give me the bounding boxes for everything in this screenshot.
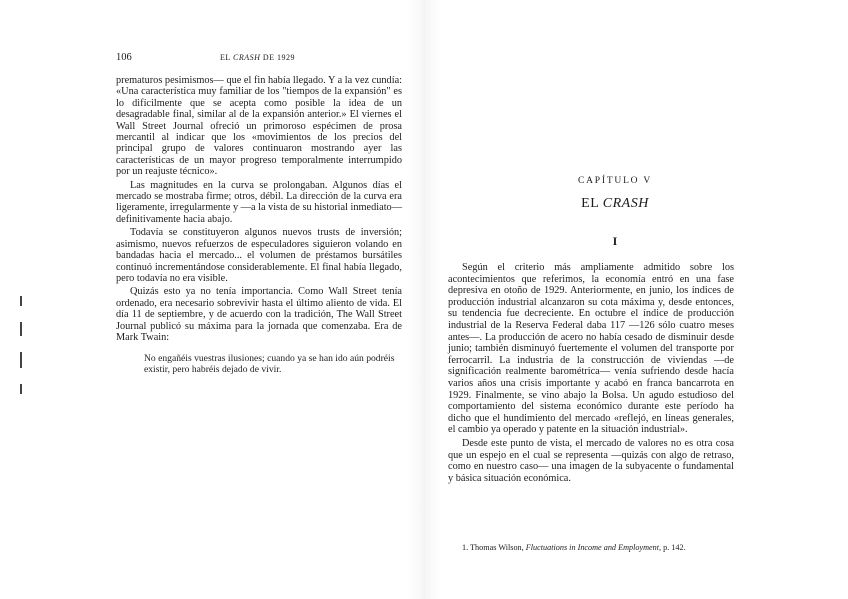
section-number: I (612, 234, 618, 248)
chapter-title-italic: CRASH (602, 196, 649, 211)
chapter-label: CAPÍTULO V (577, 176, 653, 186)
body-paragraph: Según el criterio más ampliamente admitido sobre los acontecimientos que referimos, la economía entró en una fase depresiva en otoño de 1929. Anteriormente, en junio, los índices de producción industrial alcanzaron su cota máxima y, desde entonces, su tendencia fue decreciente. En octubre el índice de producción industrial de la Reserva Federal daba 117 —126 sólo cuatro meses antes—. La producción de acero no había cesado de disminuir desde junio; también disminuyó fuertemente el volumen del transporte por ferrocarril. La industria de la construcción de viviendas —de significación realmente barométrica— venía sufriendo desde hacía varios años una crisis importante y acabó en franca bancarrota en 1929. Finalmente, se vino abajo la Bolsa. Un agudo estudioso del comportamiento del sistema económico durante este período ha dicho que el hundimiento del mercado «reflejó, en líneas generales, el cambio ya operado y patente en la situación industrial». (448, 262, 734, 436)
running-title (220, 53, 295, 62)
running-title-prefix: EL (220, 53, 231, 62)
footnote-author: Thomas Wilson, (470, 543, 524, 552)
body-paragraph: Desde este punto de vista, el mercado de valores no es otra cosa que un espejo en el cual se representa —quizás con algo de retraso, como en nuestro caso— una imagen de la subyacente o fundamental y básica situación económica. (448, 437, 734, 484)
footnote (462, 543, 762, 553)
running-title-suffix: DE 1929 (262, 53, 296, 62)
body-paragraph: Todavía se constituyeron algunos nuevos trusts de inversión; asimismo, nuevos refuerzos de especuladores siguieron volando en bandadas hacia el mercado... el volumen de préstamos bursátiles continuó incrementándose considerablemente. El final había llegado, pero todavía no era visible. (116, 227, 402, 284)
running-title-italic: CRASH (232, 53, 261, 62)
block-quote: No engañéis vuestras ilusiones; cuando ya se han ido aún podréis existir, pero habréis dejado de vivir. (144, 353, 395, 376)
footnote-number: 1. (462, 543, 469, 552)
right-body-text (448, 262, 734, 484)
body-paragraph: Quizás esto ya no tenía importancia. Como Wall Street tenía ordenado, era necesario sobrevivir hasta el último aliento de vida. El día 11 de septiembre, y de acuerdo con la tradición, The Wall Street Journal publicó su máxima para la jornada que comenzaba. Era de Mark Twain: (116, 286, 402, 343)
body-paragraph: prematuros pesimismos— que el fin había llegado. Y a la vez cundía: «Una característica muy familiar de los "tiempos de la expansión" es lo difícilmente que se acepta como posible la idea de un desagradable final, similar al de la expansión anterior.» El viernes el Wall Street Journal ofreció un primoroso espécimen de prosa mercantil al indicar que los «movimientos de los precios del principal grupo de valores continuaron mostrando ayer las características de un mayor progreso temporalmente interrumpido por un reajuste técnico». (116, 75, 402, 178)
left-body-text (116, 75, 402, 375)
footnote-page: p. 142. (663, 543, 686, 552)
chapter-title (424, 196, 806, 212)
footnote-title: Fluctuations in Income and Employment, (525, 543, 662, 552)
body-paragraph: Las magnitudes en la curva se prolongaban. Algunos días el mercado se mostraba firme; otros, débil. La dirección de la curva era ligeramente, irregularmente y —a la vista de su historial inmediato— definitivamente hacia abajo. (116, 179, 402, 225)
page-number: 106 (116, 52, 132, 63)
chapter-title-prefix: EL (581, 196, 599, 211)
